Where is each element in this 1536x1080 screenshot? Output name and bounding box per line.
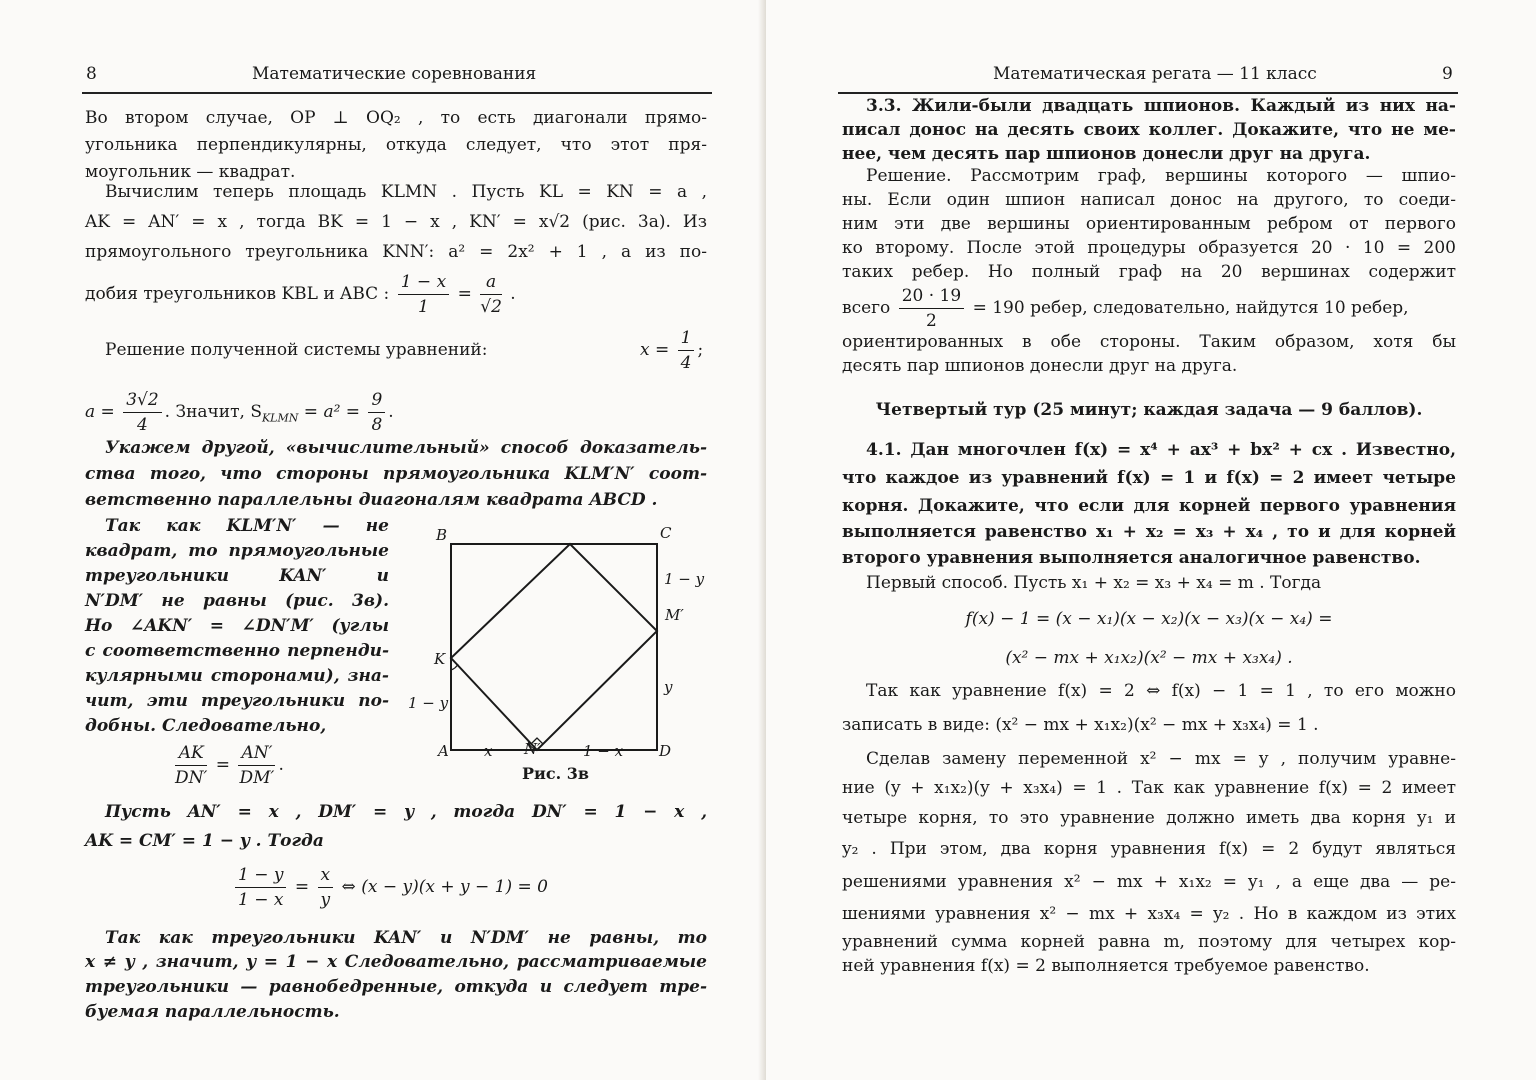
italic-line: AK = CM′ = 1 − y . Тогда bbox=[85, 831, 324, 851]
text-line: записать в виде: (x² − mx + x₁x₂)(x² − mx + x₃x₄) = 1 . bbox=[842, 715, 1319, 735]
vertex-c-label: C bbox=[660, 524, 672, 542]
square-abcd bbox=[451, 544, 657, 750]
italic-line: буемая параллельность. bbox=[85, 1002, 340, 1022]
point-k-label: K bbox=[434, 650, 446, 668]
segment-label: x bbox=[484, 742, 493, 760]
text-line: шениями уравнения x² − mx + x₃x₄ = y₂ . Но в каждом из этих bbox=[842, 904, 1456, 924]
text-line: выполняется равенство x₁ + x₂ = x₃ + x₄ , то и для корней bbox=[842, 522, 1456, 542]
text-line: Во втором случае, OP ⊥ OQ₂ , то есть диагонали прямо- bbox=[85, 108, 707, 128]
italic-line: с соответственно перпенди- bbox=[85, 641, 389, 661]
right-header-title: Математическая регата — 11 класс bbox=[993, 64, 1317, 84]
denominator: y bbox=[320, 890, 331, 910]
italic-line: кулярными сторонами), зна- bbox=[85, 666, 389, 686]
italic-line: треугольники KAN′ и bbox=[85, 566, 389, 586]
fraction bbox=[235, 863, 286, 912]
text-line: писал донос на десять своих коллег. Докажите, что не ме- bbox=[842, 120, 1456, 140]
denominator: 4 bbox=[137, 415, 148, 435]
left-header-title: Математические соревнования bbox=[252, 64, 537, 84]
left-page bbox=[0, 0, 766, 1080]
italic-line: Но ∠AKN′ = ∠DN′M′ (углы bbox=[85, 616, 389, 636]
text-line: y₂ . При этом, два корня уравнения f(x) = 2 будут являться bbox=[842, 839, 1456, 859]
text-line: ней уравнения f(x) = 2 выполняется требуемое равенство. bbox=[842, 956, 1370, 976]
text-line: ним эти две вершины ориентированным ребром от первого bbox=[842, 214, 1456, 234]
right-page bbox=[766, 0, 1536, 1080]
point-m-label: M′ bbox=[665, 606, 684, 624]
text-line: четыре корня, то это уравнение должно иметь два корня y₁ и bbox=[842, 808, 1456, 828]
text-line: AK = AN′ = x , тогда BK = 1 − x , KN′ = x√2 (рис. 3а). Из bbox=[85, 212, 707, 232]
formula-line: (x² − mx + x₁x₂)(x² − mx + x₃x₄) . bbox=[1005, 648, 1293, 668]
text-line: уравнений сумма корней равна m, поэтому для четырех кор- bbox=[842, 932, 1456, 952]
fraction bbox=[123, 388, 161, 437]
text-fragment: ⇔ (x − y)(x + y − 1) = 0 bbox=[341, 877, 548, 897]
text-line: Первый способ. Пусть x₁ + x₂ = x₃ + x₄ = m . Тогда bbox=[866, 573, 1322, 593]
numerator: 1 bbox=[678, 326, 695, 351]
text-line: ние (y + x₁x₂)(y + x₃x₄) = 1 . Так как уравнение f(x) = 2 имеет bbox=[842, 778, 1456, 798]
numerator: 1 − y bbox=[235, 863, 286, 888]
left-page-number: 8 bbox=[86, 64, 97, 84]
text-fragment: a = bbox=[85, 402, 115, 422]
text-fragment: = 190 ребер, следовательно, найдутся 10 ребер, bbox=[972, 298, 1409, 318]
punct: . bbox=[278, 755, 284, 775]
fraction bbox=[899, 284, 964, 333]
vertex-a-label: A bbox=[438, 742, 449, 760]
text-line: 3.3. Жили-были двадцать шпионов. Каждый из них на- bbox=[866, 96, 1456, 116]
punct: ; bbox=[697, 340, 704, 360]
fraction bbox=[238, 741, 275, 790]
right-page-number: 9 bbox=[1442, 64, 1453, 84]
numerator: a bbox=[480, 270, 502, 295]
numerator: 3√2 bbox=[123, 388, 161, 413]
fraction bbox=[678, 326, 695, 375]
italic-line: квадрат, то прямоугольные bbox=[85, 541, 389, 561]
italic-line: x ≠ y , значит, y = 1 − x Следовательно, рассматриваемые bbox=[85, 952, 707, 972]
punct: . bbox=[388, 402, 394, 422]
text-line: ны. Если один шпион написал донос на другого, то соеди- bbox=[842, 190, 1456, 210]
formula-line bbox=[85, 264, 516, 324]
fraction bbox=[398, 270, 449, 319]
left-header bbox=[82, 56, 712, 94]
text-fragment: . Значит, S bbox=[164, 402, 262, 422]
section-heading: Четвертый тур (25 минут; каждая задача — 9 баллов). bbox=[875, 400, 1423, 420]
fraction bbox=[368, 388, 385, 437]
numerator: AN′ bbox=[238, 741, 275, 766]
italic-line: ства того, что стороны прямоугольника KLM′N′ соот- bbox=[85, 464, 707, 484]
equals: = bbox=[215, 755, 231, 775]
point-n-label: N′ bbox=[524, 740, 541, 758]
formula-line bbox=[85, 382, 394, 442]
text-line: второго уравнения выполняется аналогичное равенство. bbox=[842, 548, 1421, 568]
text-line: ко второму. После этой процедуры образуется 20 · 10 = 200 bbox=[842, 238, 1456, 258]
segment-label: y bbox=[664, 678, 673, 696]
equals: = bbox=[294, 877, 310, 897]
text-line: 4.1. Дан многочлен f(x) = x⁴ + ax³ + bx² + cx . Известно, bbox=[866, 440, 1456, 460]
numerator: 20 · 19 bbox=[899, 284, 964, 309]
italic-line: добны. Следовательно, bbox=[85, 716, 327, 736]
text-line: Решение. Рассмотрим граф, вершины которого — шпио- bbox=[866, 166, 1456, 186]
text-fragment: x = bbox=[640, 340, 670, 360]
formula-line bbox=[232, 857, 548, 917]
formula-line bbox=[640, 320, 703, 380]
text-line: Сделав замену переменной x² − mx = y , получим уравне- bbox=[866, 749, 1456, 769]
segment-label: 1 − x bbox=[583, 742, 624, 760]
formula-line bbox=[842, 278, 1409, 338]
italic-line: треугольники — равнобедренные, откуда и следует тре- bbox=[85, 977, 707, 997]
text-fragment: всего bbox=[842, 298, 891, 318]
text-line: нее, чем десять пар шпионов донесли друг на друга. bbox=[842, 144, 1371, 164]
denominator: 4 bbox=[680, 353, 692, 373]
numerator: 1 − x bbox=[398, 270, 449, 295]
fraction bbox=[480, 270, 502, 319]
denominator: DN′ bbox=[175, 768, 208, 788]
italic-line: чит, эти треугольники по- bbox=[85, 691, 389, 711]
text-line: десять пар шпионов донесли друг на друга. bbox=[842, 356, 1238, 376]
fraction bbox=[318, 863, 334, 912]
denominator: DM′ bbox=[239, 768, 275, 788]
right-header bbox=[838, 56, 1458, 94]
italic-line: Укажем другой, «вычислительный» способ доказатель- bbox=[105, 438, 707, 458]
punct: . bbox=[510, 284, 516, 304]
rectangle-klmn bbox=[451, 544, 657, 750]
fraction bbox=[175, 741, 207, 790]
figure-caption: Рис. 3в bbox=[522, 764, 590, 783]
vertex-b-label: B bbox=[436, 526, 448, 544]
text-line: Вычислим теперь площадь KLMN . Пусть KL = KN = a , bbox=[105, 182, 707, 202]
text-line: таких ребер. Но полный граф на 20 вершинах содержит bbox=[842, 262, 1456, 282]
vertex-d-label: D bbox=[659, 742, 672, 760]
italic-line: ветственно параллельны диагоналям квадрата ABCD . bbox=[85, 490, 658, 510]
formula-line bbox=[172, 735, 284, 795]
figure-3v bbox=[400, 518, 710, 788]
numerator: x bbox=[318, 863, 334, 888]
italic-line: Пусть AN′ = x , DM′ = y , тогда DN′ = 1 − x , bbox=[105, 802, 707, 822]
denominator: 2 bbox=[926, 311, 937, 331]
subscript: KLMN bbox=[261, 411, 299, 425]
denominator: √2 bbox=[480, 297, 502, 317]
text-line: ориентированных в обе стороны. Таким образом, хотя бы bbox=[842, 332, 1456, 352]
italic-line: Так как KLM′N′ — не bbox=[105, 516, 389, 536]
formula-line: f(x) − 1 = (x − x₁)(x − x₂)(x − x₃)(x − x₄) = bbox=[965, 609, 1333, 629]
text-line: Решение полученной системы уравнений: bbox=[105, 340, 488, 360]
segment-label: 1 − y bbox=[664, 570, 705, 588]
text-line: Так как уравнение f(x) = 2 ⇔ f(x) − 1 = 1 , то его можно bbox=[866, 681, 1456, 701]
equals: = bbox=[457, 284, 472, 304]
text-fragment: = a² = bbox=[298, 402, 361, 422]
text-line: что каждое из уравнений f(x) = 1 и f(x) = 2 имеет четыре bbox=[842, 468, 1456, 488]
text-line: корня. Докажите, что если для корней первого уравнения bbox=[842, 496, 1456, 516]
text-fragment: добия треугольников KBL и ABC : bbox=[85, 284, 390, 304]
denominator: 8 bbox=[371, 415, 383, 435]
text-line: решениями уравнения x² − mx + x₁x₂ = y₁ , а еще два — ре- bbox=[842, 872, 1456, 892]
italic-line: Так как треугольники KAN′ и N′DM′ не равны, то bbox=[105, 928, 707, 948]
text-line: прямоугольного треугольника KNN′: a² = 2x² + 1 , а из по- bbox=[85, 242, 707, 262]
numerator: AK bbox=[175, 741, 207, 766]
text-line: угольника перпендикулярны, откуда следует, что этот пря- bbox=[85, 135, 707, 155]
text-line: моугольник — квадрат. bbox=[85, 162, 296, 182]
angle-mark-k bbox=[451, 664, 458, 670]
denominator: 1 − x bbox=[238, 890, 284, 910]
italic-line: N′DM′ не равны (рис. 3в). bbox=[85, 591, 389, 611]
denominator: 1 bbox=[418, 297, 429, 317]
numerator: 9 bbox=[368, 388, 385, 413]
segment-label: 1 − y bbox=[408, 694, 449, 712]
